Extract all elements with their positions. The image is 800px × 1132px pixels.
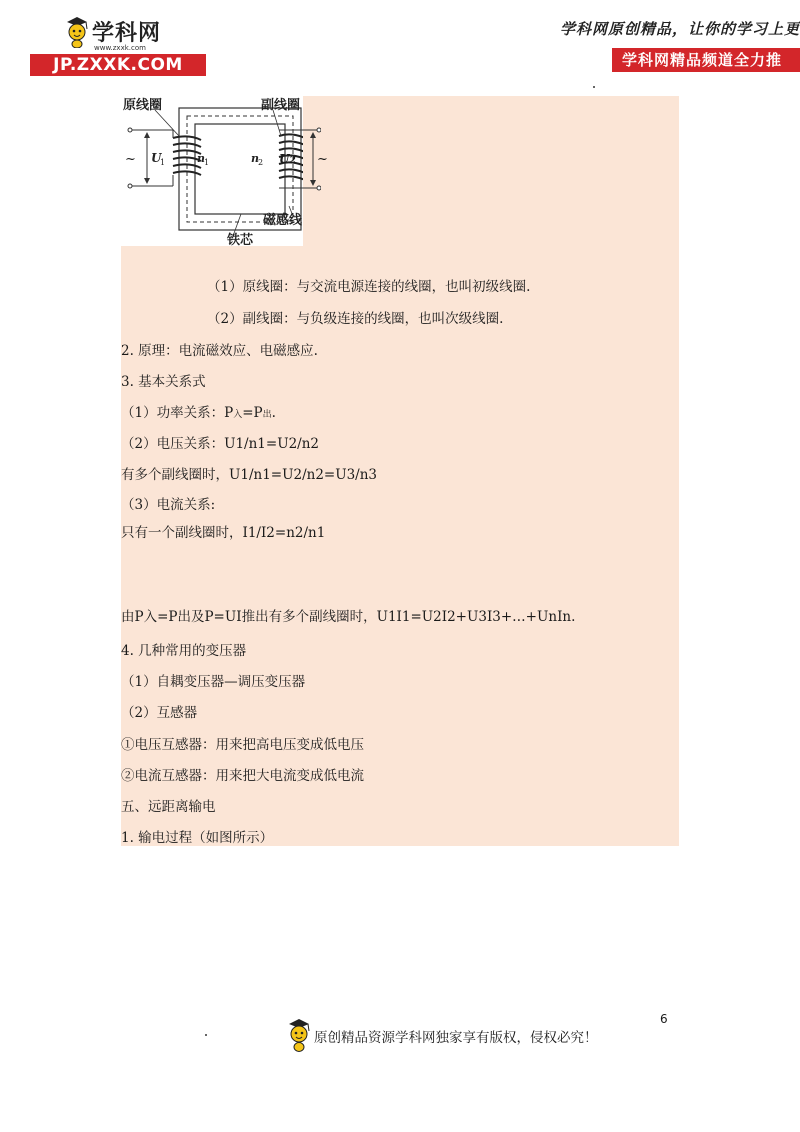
label-tilde-left: ~ bbox=[125, 152, 136, 167]
header-banner[interactable]: 学科网精品频道全力推 bbox=[612, 48, 800, 72]
label-flux: 磁感线 bbox=[263, 213, 303, 228]
header-slogan: 学科网原创精品，让你的学习上更 bbox=[559, 20, 800, 38]
section-heading: 4. 几种常用的变压器 bbox=[121, 643, 247, 659]
label-n1-sub: 1 bbox=[204, 158, 210, 167]
site-logo[interactable] bbox=[30, 14, 210, 74]
copyright-notice: 原创精品资源学科网独家享有版权，侵权必究！ bbox=[314, 1030, 598, 1046]
mascot-icon bbox=[286, 1016, 312, 1052]
label-n1: n bbox=[197, 152, 205, 165]
text-line: （1）功率关系：P入=P出. bbox=[121, 405, 276, 421]
text-line: ①电压互感器：用来把高电压变成低电压 bbox=[121, 737, 364, 753]
content-block bbox=[121, 96, 679, 846]
logo-url[interactable]: JP.ZXXK.COM bbox=[30, 54, 206, 76]
label-primary-coil: 原线圈 bbox=[123, 98, 163, 113]
text-line: 1. 输电过程（如图所示） bbox=[121, 830, 274, 846]
text-line: 2. 原理：电流磁效应、电磁感应. bbox=[121, 343, 318, 359]
text-line: 只有一个副线圈时，I1/I2=n2/n1 bbox=[121, 525, 326, 541]
label-secondary-coil: 副线圈 bbox=[261, 98, 301, 113]
text-line: （2）副线圈：与负级连接的线圈，也叫次级线圈. bbox=[207, 311, 504, 327]
text-line: （2）电压关系：U1/n1=U2/n2 bbox=[121, 436, 319, 452]
text-line: （1）自耦变压器—调压变压器 bbox=[121, 674, 306, 690]
label-n2-sub: 2 bbox=[258, 158, 264, 167]
stray-dot bbox=[205, 1034, 207, 1036]
page-number: 6 bbox=[660, 1012, 668, 1026]
label-u1: U bbox=[151, 151, 162, 165]
text-line: ②电流互感器：用来把大电流变成低电流 bbox=[121, 768, 364, 784]
stray-dot bbox=[593, 86, 595, 88]
text-line: 由P入=P出及P=UI推出有多个副线圈时，U1I1=U2I2+U3I3+…+UnIn. bbox=[121, 609, 576, 625]
text-line: （3）电流关系: bbox=[121, 497, 216, 513]
label-u2: U2 bbox=[279, 152, 296, 166]
section-heading: 3. 基本关系式 bbox=[121, 374, 206, 390]
logo-subtitle: www.zxxk.com bbox=[94, 44, 146, 52]
logo-title: 学科网 bbox=[92, 21, 162, 46]
text-line: （1）原线圈：与交流电源连接的线圈，也叫初级线圈. bbox=[207, 279, 531, 295]
label-u1-sub: 1 bbox=[160, 158, 166, 167]
mascot-icon bbox=[64, 14, 90, 48]
label-tilde-right: ~ bbox=[317, 152, 328, 167]
transformer-diagram-right bbox=[261, 96, 321, 246]
text-line: 有多个副线圈时，U1/n1=U2/n2=U3/n3 bbox=[121, 467, 378, 483]
section-heading: 五、远距离输电 bbox=[121, 799, 216, 815]
text-line: （2）互感器 bbox=[121, 705, 198, 721]
label-core: 铁芯 bbox=[227, 233, 254, 246]
label-n2: n bbox=[251, 152, 259, 165]
